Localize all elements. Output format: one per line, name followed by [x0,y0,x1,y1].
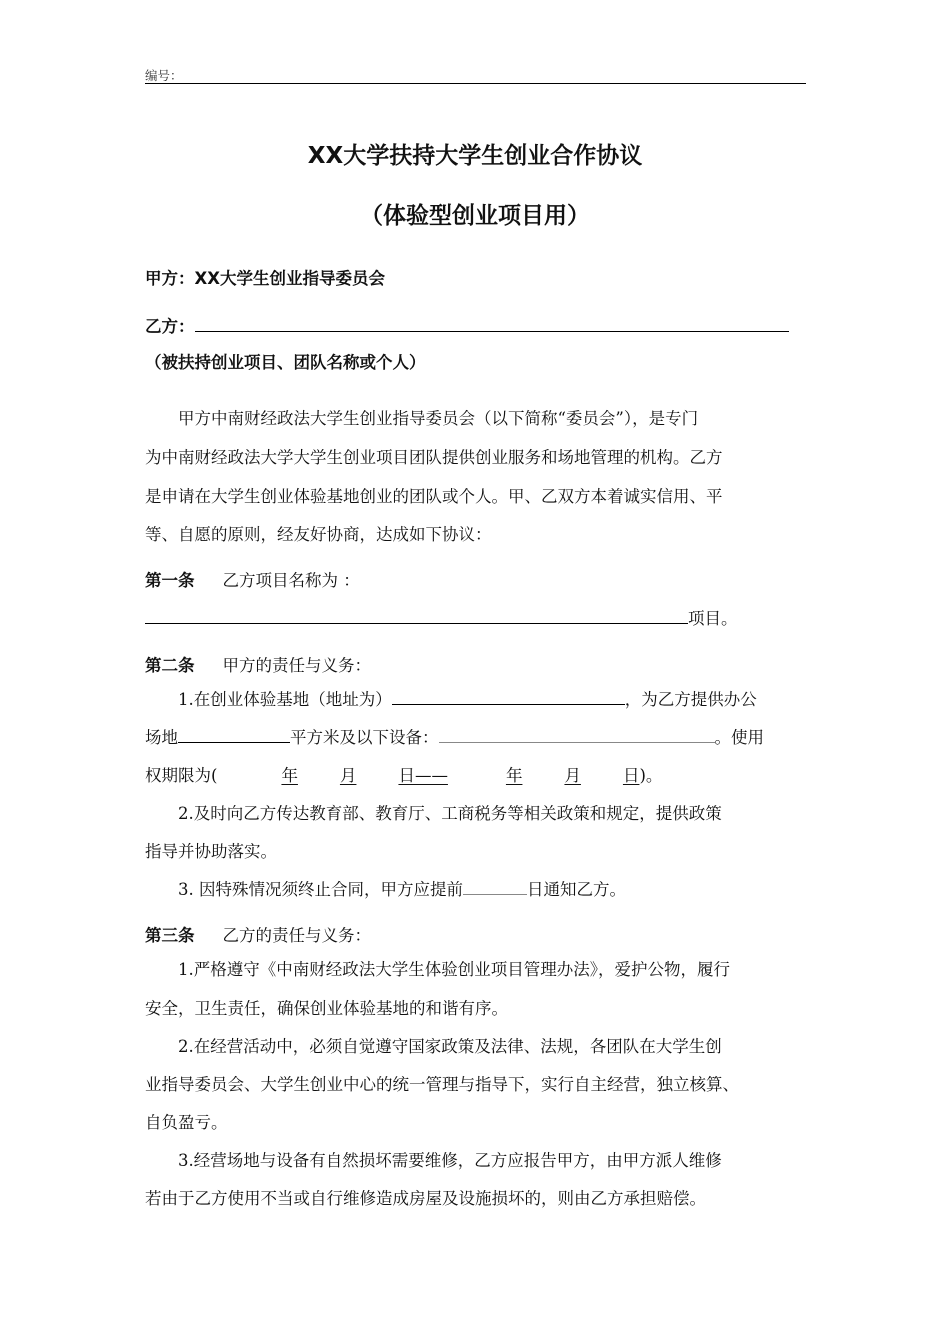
article-2-item-1-line-2 [145,724,764,748]
project-name-blank[interactable] [145,606,688,624]
article-3-item-3-line-1: 3.经营场地与设备有自然损坏需要维修，乙方应报告甲方，由甲方派人维修 [178,1151,722,1170]
intro-line-1: 甲方中南财经政法大学生创业指导委员会（以下简称“委员会”），是专门 [178,409,699,428]
article-2-item-3-text-a: 3. 因特殊情况须终止合同，甲方应提前 [178,880,463,899]
document-subtitle: （体验型创业项目用） [360,203,590,229]
article-2-item-1-line-1 [178,686,757,710]
end-month-label: 月 [564,766,581,785]
end-day-label: 日 [622,766,640,785]
start-day-label: 日—— [398,766,448,785]
article-2-item-1-text-d: 平方米及以下设备： [290,728,439,747]
party-b-blank[interactable] [195,314,789,332]
period-dates[interactable] [217,766,639,785]
article-2-item-1-text-c: 场地 [145,728,178,747]
end-year-label: 年 [505,766,523,785]
notice-days-blank[interactable] [463,877,527,895]
article-2-item-3 [178,876,626,900]
header-rule [145,83,806,84]
intro-line-3: 是申请在大学生创业体验基地创业的团队或个人。甲、乙双方本着诚实信用、平 [145,487,723,506]
article-3-item-1-line-1: 1.严格遵守《中南财经政法大学生体验创业项目管理办法》，爱护公物，履行 [178,960,730,979]
article-1-text: 乙方项目名称为 ： [222,571,360,590]
article-1-heading [145,567,360,591]
article-3-item-2-line-2: 业指导委员会、大学生创业中心的统一管理与指导下，实行自主经营，独立核算、 [145,1075,739,1094]
article-2-item-3-text-b: 日通知乙方。 [527,880,626,899]
equipment-blank[interactable] [439,725,715,743]
party-b-line [145,313,789,337]
article-2-item-1-text-a: 1.在创业体验基地（地址为） [178,690,392,709]
article-3-title: 第三条 [145,926,195,945]
party-b-label: 乙方： [145,317,195,336]
article-3-item-1-line-2: 安全，卫生责任，确保创业体验基地的和谐有序。 [145,999,508,1018]
article-3-item-3-line-2: 若由于乙方使用不当或自行维修造成房屋及设施损坏的，则由乙方承担赔偿。 [145,1189,706,1208]
article-1-suffix: 项目。 [688,609,738,628]
article-2-item-1-line-3 [145,762,662,786]
period-label: 权期限为( [145,766,218,785]
article-2-item-1-text-e: 。使用 [714,728,764,747]
article-2-title: 第二条 [145,656,195,675]
article-1-title: 第一条 [145,571,195,590]
article-2-heading [145,652,371,676]
period-close: )。 [639,766,663,785]
intro-line-4: 等、自愿的原则，经友好协商，达成如下协议： [145,525,492,544]
start-year-label: 年 [281,766,298,785]
article-3-item-2-line-1: 2.在经营活动中，必须自觉遵守国家政策及法律、法规，各团队在大学生创 [178,1037,722,1056]
party-a: 甲方：XX大学生创业指导委员会 [145,269,385,288]
article-2-item-1-text-b: ，为乙方提供办公 [624,690,757,709]
article-2-text: 甲方的责任与义务： [222,656,371,675]
article-2-item-2-line-2: 指导并协助落实。 [145,842,277,861]
intro-line-2: 为中南财经政法大学大学生创业项目团队提供创业服务和场地管理的机构。乙方 [145,448,723,467]
party-b-note: （被扶持创业项目、团队名称或个人） [145,353,426,372]
article-2-item-2-line-1: 2.及时向乙方传达教育部、教育厅、工商税务等相关政策和规定，提供政策 [178,804,722,823]
article-1-line [145,605,738,629]
start-month-label: 月 [339,766,357,785]
article-3-text: 乙方的责任与义务： [222,926,371,945]
document-title: XX大学扶持大学生创业合作协议 [307,143,643,169]
article-3-heading [145,922,371,946]
area-blank[interactable] [178,725,290,743]
article-3-item-2-line-3: 自负盈亏。 [145,1113,228,1132]
document-number-label: 编号： [145,68,183,83]
address-blank[interactable] [392,687,625,705]
